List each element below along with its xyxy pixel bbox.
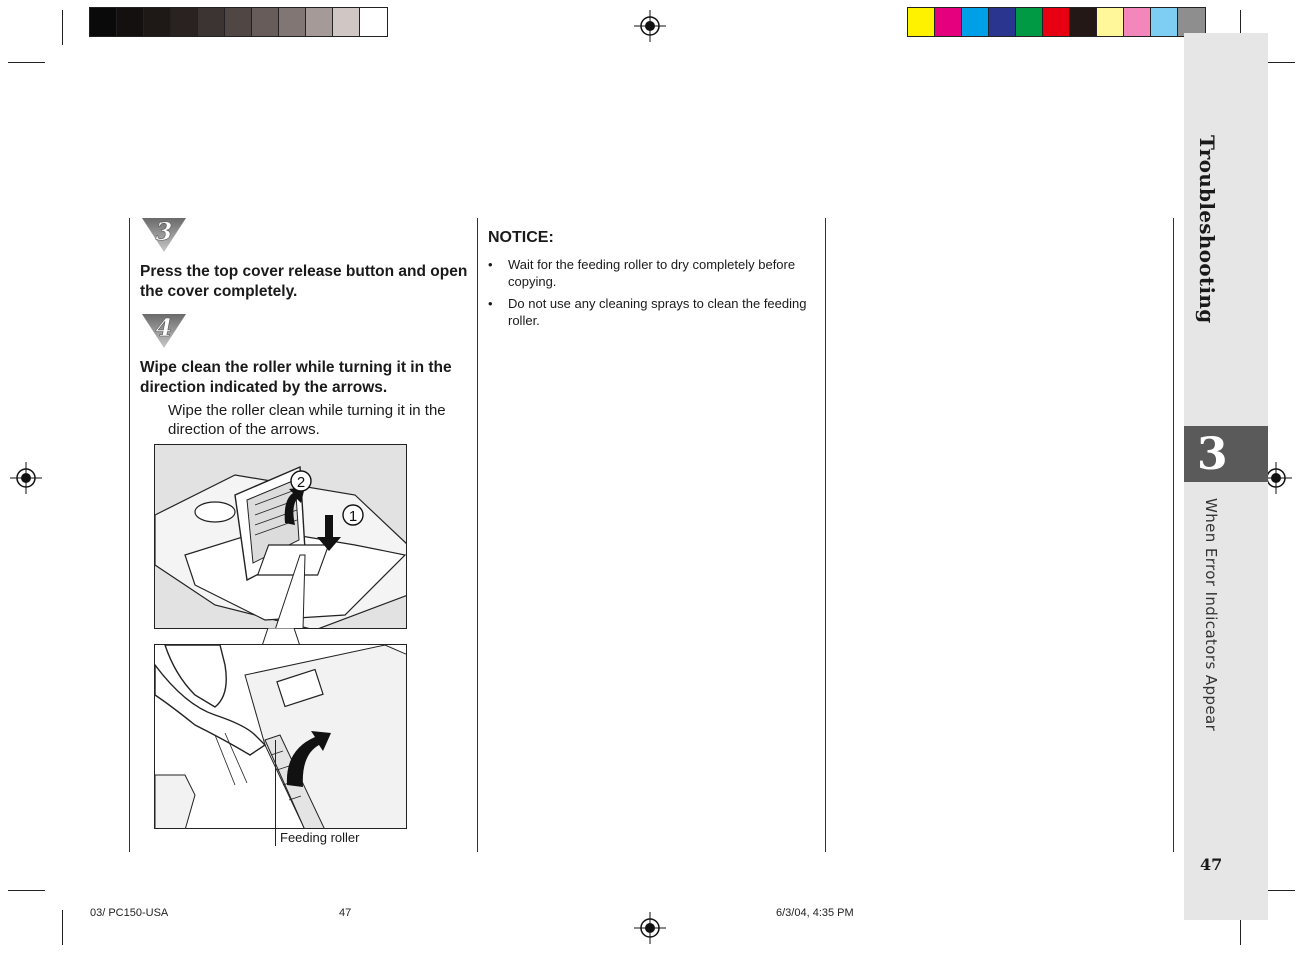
footer-file-name: 03/ PC150-USA [90,907,169,919]
color-swatch [225,8,252,36]
column-rule [1173,218,1174,852]
color-swatch [198,8,225,36]
footer-page: 47 [339,907,352,919]
step-3-number: 3 [155,217,173,246]
feeding-roller-caption: Feeding roller [280,830,360,845]
color-swatch [1016,8,1043,36]
step-3-title: Press the top cover release button and open the cover completely. [140,263,468,300]
step-3-badge [140,216,188,254]
crop-mark [8,890,45,891]
color-swatch [360,8,387,36]
step-4-title: Wipe clean the roller while turning it in the direction indicated by the arrows. [140,359,452,396]
color-swatch [1151,8,1178,36]
step-4-body: Wipe the roller clean while turning it in the direction of the arrows. [168,402,446,438]
column-rule [129,218,130,852]
color-swatch [1097,8,1124,36]
color-swatch [908,8,935,36]
notice-list [488,256,808,334]
color-swatch [1043,8,1070,36]
color-swatch [144,8,171,36]
callout-1: 1 [348,508,358,525]
scanner-open-cover-illustration [154,444,407,629]
color-swatch [90,8,117,36]
color-swatch [962,8,989,36]
color-swatch [279,8,306,36]
crop-mark [8,62,45,63]
step-4-number: 4 [155,313,173,342]
grayscale-color-bar [89,7,388,37]
registration-mark-icon [10,462,42,494]
callout-2: 2 [296,474,306,491]
registration-mark-icon [634,912,666,944]
color-swatch [1124,8,1151,36]
color-swatch [333,8,360,36]
notice-item: • Do not use any cleaning sprays to clean the feeding roller. [488,295,808,329]
color-swatch [171,8,198,36]
chapter-number: 3 [1197,429,1228,480]
registration-mark-icon [634,10,666,42]
color-swatch [935,8,962,36]
process-color-bar [907,7,1206,37]
color-swatch [1070,8,1097,36]
footer-timestamp: 6/3/04, 4:35 PM [776,907,854,919]
color-swatch [989,8,1016,36]
column-rule [825,218,826,852]
section-title: Troubleshooting [1195,135,1219,324]
subsection-title: When Error Indicators Appear [1202,498,1220,732]
color-swatch [252,8,279,36]
notice-item: • Wait for the feeding roller to dry completely before copying. [488,256,808,290]
color-swatch [117,8,144,36]
crop-mark [62,10,63,45]
color-swatch [306,8,333,36]
crop-mark [62,910,63,945]
color-swatch [1178,8,1205,36]
caption-leader-line [275,740,276,846]
notice-heading: NOTICE: [488,229,554,246]
column-rule [477,218,478,852]
page-number: 47 [1200,855,1223,874]
step-4-badge [140,312,188,350]
roller-cleaning-illustration [154,644,407,829]
